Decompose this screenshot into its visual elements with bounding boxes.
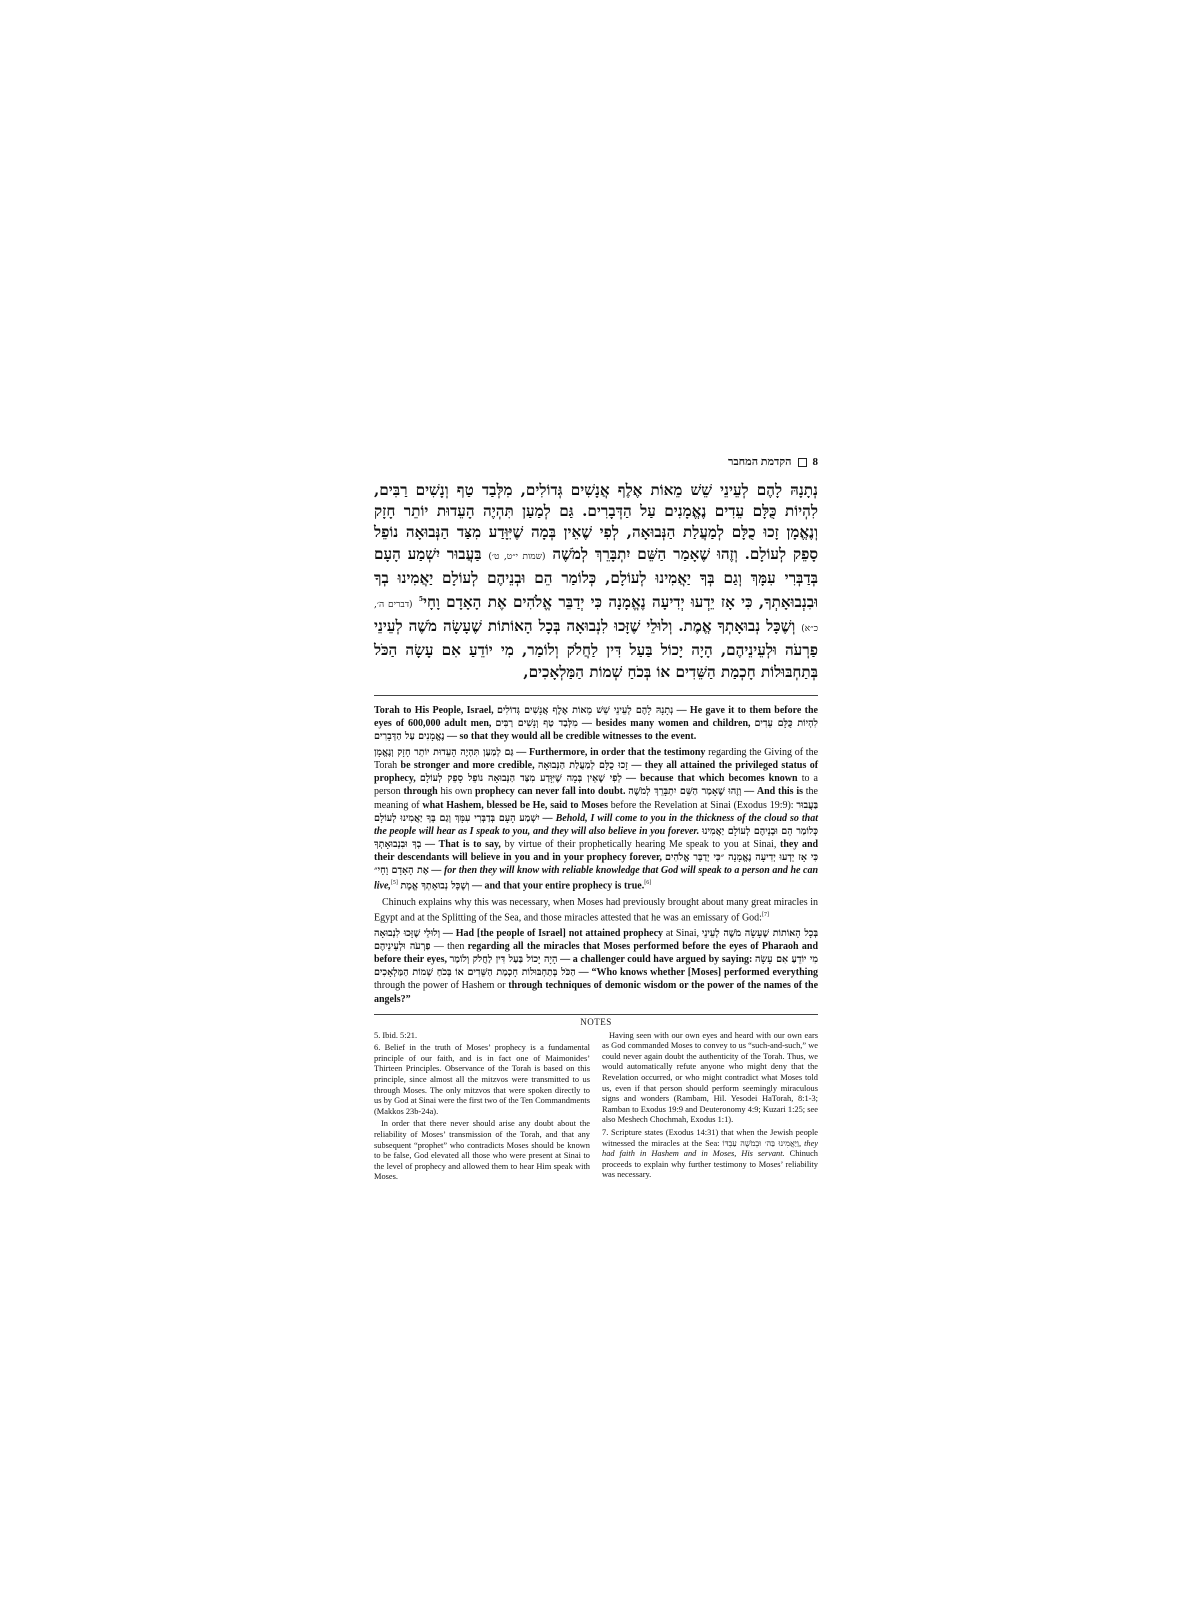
verse-translation: — for then they will know with reliable knowledge that God will speak to a person and he can live, <box>374 865 819 892</box>
commentary-bold: — because that which becomes known <box>626 773 798 785</box>
note-text: Chinuch proceeds to explain why further testimony to Moses’ reliability was necessary. <box>602 1149 818 1180</box>
commentary-plain: by virtue of their prophetically hearing Me speak to you at Sinai, <box>504 838 777 850</box>
hebrew-phrase: וְשֶׁכָּל נְבוּאָתְךָ אֱמֶת <box>400 880 470 892</box>
commentary-plain: before the Revelation at Sinai (Exodus 19:9): <box>610 799 794 811</box>
commentary-bold: — “Who knows whether [Moses] performed everything <box>578 967 819 979</box>
commentary-bold: prophecy can never fall into doubt. <box>474 786 626 798</box>
commentary-bold: — That is to say, <box>425 838 501 850</box>
note-6-continued: In order that there never should arise any doubt about the reliability of Moses’ transmission of the Torah, and that any subsequent “prophet” who contradicts Moses should be known to be false, God elevated all those who were present at Sinai to the level of prophecy and allowed them to hear Him speak with Moses. <box>374 1119 590 1182</box>
commentary-bold: — And this is <box>744 786 803 798</box>
hebrew-phrase: לְפִי שֶׁאֵין בְּמָה שֶׁיִּוָּדַע מִצַּד הַנְּבוּאָה נוֹפֵל סָפֵק לְעוֹלָם <box>419 773 622 785</box>
book-page <box>374 454 818 1185</box>
hebrew-phrase: נְתָנָהּ לָהֶם לְעֵינֵי שֵׁשׁ מֵאוֹת אֶלֶף אֲנָשִׁים גְּדוֹלִים <box>496 704 674 716</box>
commentary-bold: — so that they would all be credible witnesses to the event. <box>446 731 697 743</box>
commentary-bold: they and their descendants will believe in you and in your prophecy forever, <box>374 838 819 863</box>
english-commentary <box>374 704 818 1006</box>
note-6: 6. Belief in the truth of Moses’ prophecy is a fundamental principle of our faith, and is in fact one of Maimonides’ Thirteen Principles. Observance of the Torah is based on this principle, since almost all the mitzvos were transmitted to us through Moses. The only mitzvos that were spoken directly to us by God at Sinai were the first two of the Ten Commandments (Makkos 23b-24a). <box>374 1043 590 1116</box>
running-title: הקדמת המחבר <box>727 456 792 468</box>
commentary-plain: his own <box>440 786 473 798</box>
main-hebrew-text: נְתָנָהּ לָהֶם לְעֵינֵי שֵׁשׁ מֵאוֹת אֶלֶף אֲנָשִׁים גְּדוֹלִים, מִלְּבַד טַף וְנָשִׁים רַבִּים, לִהְיוֹת כֻּלָּם עֵדִים נֶאֱמָנִים עַל הַדְּבָרִים. גַּם לְמַעַן תִּהְיֶה הָעֵדוּת יוֹתֵר חָזָק וְנֶאֱמָן זָכוּ כֻלָּם לְמַעֲלַת הַנְּבוּאָה, לְפִי שֶׁאֵין בְּמָה שֶׁיִּוָּדַע מִצַּד הַנְּבוּאָה נוֹפֵל סָפֵק לְעוֹלָם. וְזֶהוּ שֶׁאָמַר הַשֵּׁם יִתְבָּרֵךְ לְמֹשֶׁה (שמות י״ט, ט׳) בַּעֲבוּר יִשְׁמַע הָעָם בְּדַבְּרִי עִמָּךְ וְגַם בְּךָ יַאֲמִינוּ לְעוֹלָם, כְּלוֹמַר הֵם וּבְנֵיהֶם לְעוֹלָם יַאֲמִינוּ בְךָ וּבִנְבוּאָתְךָ, כִּי אָז יֵדְעוּ יְדִיעָה נֶאֱמָנָה כִּי יְדַבֵּר אֱלֹהִים אֶת הָאָדָם וָחָי$^5$ (דברים ה׳, כ״א) וְשֶׁכָּל נְבוּאָתְךָ אֱמֶת. וְלוּלֵי שֶׁזָּכוּ לִנְבוּאָה בְּכָל הָאוֹתוֹת שֶׁעָשָׂה מֹשֶׁה לְעֵינֵי פַרְעֹה וּלְעֵינֵיהֶם, הָיָה יָכוֹל בַּעַל דִּין לַחֲלֹק וְלוֹמַר, מִי יוֹדֵעַ אִם עָשָׂה הַכֹּל בְּתַחְבּוּלוֹת חָכְמַת הַשֵּׁדִים אוֹ בְּכֹחַ שְׁמוֹת הַמַּלְאָכִים, <box>374 481 819 681</box>
commentary-plain: the meaning of <box>374 786 818 811</box>
note-text: 7. Scripture states (Exodus 14:31) that when the Jewish people witnessed the miracles at the Sea: <box>602 1127 818 1148</box>
page-number: 8 <box>812 456 818 468</box>
commentary-bold: — besides many women and children, <box>581 717 751 729</box>
hebrew-phrase: בַּעֲבוּר יִשְׁמַע הָעָם בְּדַבְּרִי עִמָּךְ וְגַם בְּךָ יַאֲמִינוּ לְעוֹלָם <box>374 799 819 824</box>
hebrew-phrase: וְלוּלֵי שֶׁזָּכוּ לִנְבוּאָה <box>374 928 441 940</box>
footnote-marker[interactable]: [5] <box>390 880 398 887</box>
notes-column-left <box>374 1031 590 1185</box>
commentary-bold: through <box>403 786 438 798</box>
note-7 <box>602 1128 818 1181</box>
commentary-plain: at Sinai, <box>665 928 699 940</box>
hebrew-phrase: זָכוּ כֻלָּם לְמַעֲלַת הַנְּבוּאָה <box>537 760 628 772</box>
commentary-paragraph <box>374 896 818 925</box>
hebrew-phrase: גַּם לְמַעַן תִּהְיֶה הָעֵדוּת יוֹתֵר חָזָק וְנֶאֱמָן <box>374 747 514 759</box>
commentary-paragraph <box>374 746 818 892</box>
hebrew-text-part2: בַּעֲבוּר יִשְׁמַע הָעָם בְּדַבְּרִי עִמָּךְ וְגַם בְּךָ יַאֲמִינוּ לְעוֹלָם, כְּלוֹמַר הֵם וּבְנֵיהֶם לְעוֹלָם יַאֲמִינוּ בְךָ וּבִנְבוּאָתְךָ, כִּי אָז יֵדְעוּ יְדִיעָה נֶאֱמָנָה כִּי יְדַבֵּר אֱלֹהִים אֶת הָאָדָם וָחָי <box>374 544 818 612</box>
hebrew-phrase: לִהְיוֹת כֻּלָּם עֵדִים נֶאֱמָנִים עַל הַדְּבָרִים <box>374 717 819 743</box>
divider <box>374 695 818 696</box>
commentary-bold: Torah to His People, Israel, <box>374 704 494 716</box>
commentary-bold: — Furthermore, in order that the testimony <box>516 747 706 759</box>
note-6-continued: Having seen with our own eyes and heard with our own ears as God commanded Moses to convey to us “such-and-such,” we could never again doubt the authenticity of the Torah. Thus, we would automatically refute anyone who might deny that the Revelation occurred, or who might contradict what Moses told us, even if that person should perform seemingly miraculous signs and wonders (Rambam, Hil. Yesodei HaTorah, 8:1-3; Ramban to Exodus 19:9 and Deuteronomy 4:9; Kuzari 1:25; see also Meshech Chochmah, Exodus 1:1). <box>602 1030 818 1125</box>
hebrew-phrase: בְּכָל הָאוֹתוֹת שֶׁעָשָׂה מֹשֶׁה לְעֵינֵי פַרְעֹה וּלְעֵינֵיהֶם <box>374 928 819 953</box>
commentary-plain: — then <box>433 941 465 953</box>
commentary-bold: regarding all the miracles that Moses performed before the eyes of Pharaoh and before their eyes, <box>374 941 819 966</box>
notes-section <box>374 1031 818 1185</box>
hebrew-citation: (דברים ה׳, כ״א) <box>374 600 818 635</box>
commentary-plain: regarding the Giving of the Torah <box>374 747 819 772</box>
commentary-bold: what Hashem, blessed be He, said to Moses <box>422 799 608 811</box>
note-italic: , they had faith in Hashem and in Moses, His servant. <box>602 1138 819 1159</box>
hebrew-phrase: הָיָה יָכוֹל בַּעַל דִּין לַחֲלֹק וְלוֹמַר <box>449 954 558 966</box>
notes-divider <box>374 1014 818 1015</box>
notes-heading: NOTES <box>580 1016 612 1027</box>
hebrew-phrase: כִּי אָז יֵדְעוּ יְדִיעָה נֶאֱמָנָה ״כִּי יְדַבֵּר אֱלֹהִים אֶת הָאָדָם וָחָי״ <box>374 851 818 877</box>
commentary-bold: through techniques of demonic wisdom or the power of the names of the angels?” <box>374 980 819 1005</box>
verse-translation: — Behold, I will come to you in the thickness of the cloud so that the people will hear as I speak to you, and they will also believe in you forever. <box>374 812 818 837</box>
footnote-marker[interactable]: [6] <box>644 880 652 887</box>
hebrew-citation: (שמות י״ט, ט׳) <box>488 551 546 562</box>
commentary-plain: through the power of Hashem or <box>374 980 506 992</box>
commentary-plain: to a person <box>374 773 818 798</box>
commentary-bold: be stronger and more credible, <box>400 760 535 772</box>
commentary-paragraph <box>374 704 818 743</box>
commentary-plain: Chinuch explains why this was necessary, when Moses had previously brought about many great miracles in Egypt and at the Splitting of the Sea, and those miracles attested that he was an emissary of God: <box>374 896 818 923</box>
page-header <box>374 454 818 470</box>
square-ornament-icon <box>798 458 807 467</box>
hebrew-phrase: וַיַּאֲמִינוּ בַּה׳ וּבְמֹשֶׁה עַבְדּוֹ <box>722 1138 799 1148</box>
commentary-bold: — a challenger could have argued by saying: <box>560 954 753 966</box>
note-5: 5. Ibid. 5:21. <box>374 1030 418 1040</box>
hebrew-text-part3: וְשֶׁכָּל נְבוּאָתְךָ אֱמֶת. וְלוּלֵי שֶׁזָּכוּ לִנְבוּאָה בְּכָל הָאוֹתוֹת שֶׁעָשָׂה מֹשֶׁה לְעֵינֵי פַרְעֹה וּלְעֵינֵיהֶם, הָיָה יָכוֹל בַּעַל דִּין לַחֲלֹק וְלוֹמַר, מִי יוֹדֵעַ אִם עָשָׂה הַכֹּל בְּתַחְבּוּלוֹת חָכְמַת הַשֵּׁדִים אוֹ בְּכֹחַ שְׁמוֹת הַמַּלְאָכִים, <box>374 617 818 681</box>
hebrew-text-part1: נְתָנָהּ לָהֶם לְעֵינֵי שֵׁשׁ מֵאוֹת אֶלֶף אֲנָשִׁים גְּדוֹלִים, מִלְּבַד טַף וְנָשִׁים רַבִּים, לִהְיוֹת כֻּלָּם עֵדִים נֶאֱמָנִים עַל הַדְּבָרִים. גַּם לְמַעַן תִּהְיֶה הָעֵדוּת יוֹתֵר חָזָק וְנֶאֱמָן זָכוּ כֻלָּם לְמַעֲלַת הַנְּבוּאָה, לְפִי שֶׁאֵין בְּמָה שֶׁיִּוָּדַע מִצַּד הַנְּבוּאָה נוֹפֵל סָפֵק לְעוֹלָם. וְזֶהוּ שֶׁאָמַר הַשֵּׁם יִתְבָּרֵךְ לְמֹשֶׁה <box>374 481 819 563</box>
footnote-marker[interactable]: [7] <box>761 911 769 918</box>
commentary-bold: — He gave it to them before the eyes of 600,000 adult men, <box>374 704 818 729</box>
hebrew-phrase: וְזֶהוּ שֶׁאָמַר הַשֵּׁם יִתְבָּרֵךְ לְמֹשֶׁה <box>628 786 742 798</box>
commentary-bold: — and that your entire prophecy is true. <box>471 880 645 892</box>
notes-column-right <box>602 1031 818 1185</box>
commentary-paragraph <box>374 927 818 1006</box>
hebrew-phrase: כְּלוֹמַר הֵם וּבְנֵיהֶם לְעוֹלָם יַאֲמִינוּ בְךָ וּבִנְבוּאָתְךָ <box>374 825 819 850</box>
commentary-bold: — they all attained the privileged status of prophecy, <box>374 760 819 785</box>
commentary-bold: — Had [the people of Israel] not attained prophecy <box>442 928 664 940</box>
hebrew-phrase: מִי יוֹדֵעַ אִם עָשָׂה הַכֹּל בְּתַחְבּוּלוֹת חָכְמַת הַשֵּׁדִים אוֹ בְּכֹחַ שְׁמוֹת הַמַּלְאָכִים <box>374 954 819 979</box>
hebrew-phrase: מִלְּבַד טַף וְנָשִׁים רַבִּים <box>495 717 578 729</box>
